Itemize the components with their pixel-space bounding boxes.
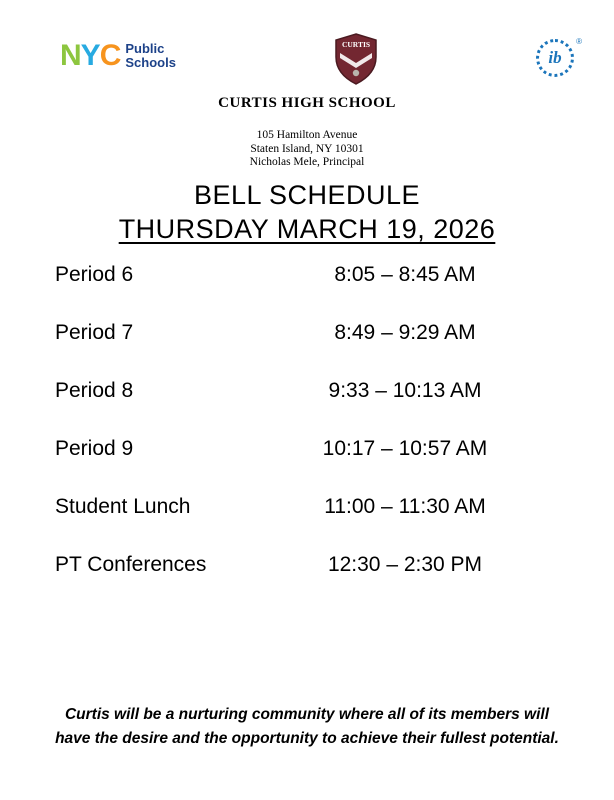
mission-statement: Curtis will be a nurturing community where all of its members will have the desire and the opportunity to achieve their fullest potential. — [55, 706, 559, 747]
period-label: PT Conferences — [55, 552, 207, 576]
address-line2: Staten Island, NY 10301 — [250, 142, 364, 155]
nyc-letter-n: N — [60, 39, 81, 72]
curtis-crest-logo — [333, 33, 379, 90]
school-address — [0, 129, 614, 170]
nyc-label-line2: Schools — [125, 55, 176, 70]
registered-trademark-icon: ® — [576, 37, 582, 46]
period-time: 8:49 – 9:29 AM — [334, 320, 476, 344]
schedule-row — [0, 491, 614, 522]
logo-row — [0, 0, 614, 85]
schedule-row — [0, 259, 614, 290]
nyc-public-schools-logo — [60, 41, 176, 71]
nyc-wordmark — [60, 41, 120, 71]
school-name: CURTIS HIGH SCHOOL — [218, 95, 396, 111]
ib-circle-icon — [536, 39, 574, 77]
period-time: 9:33 – 10:13 AM — [328, 378, 482, 402]
schedule-date: THURSDAY MARCH 19, 2026 — [118, 213, 496, 244]
bell-schedule-table — [0, 259, 614, 580]
address-line3: Nicholas Mele, Principal — [249, 156, 365, 168]
period-label: Period 7 — [55, 320, 134, 344]
period-label: Student Lunch — [55, 494, 191, 518]
ib-text: ib — [548, 48, 562, 67]
period-time: 11:00 – 11:30 AM — [324, 494, 486, 518]
nyc-letter-c: C — [99, 39, 121, 72]
period-time: 12:30 – 2:30 PM — [327, 552, 483, 576]
shield-icon — [333, 33, 379, 85]
period-label: Period 6 — [55, 262, 134, 286]
period-time: 8:05 – 8:45 AM — [334, 262, 476, 286]
nyc-public-schools-label — [125, 42, 176, 70]
address-line1: 105 Hamilton Avenue — [256, 129, 358, 141]
period-time: 10:17 – 10:57 AM — [322, 436, 488, 460]
page-title: BELL SCHEDULE — [193, 179, 421, 210]
schedule-row — [0, 549, 614, 580]
period-label: Period 9 — [55, 436, 134, 460]
schedule-row — [0, 433, 614, 464]
nyc-label-line1: Public — [125, 41, 165, 56]
nyc-letter-y: Y — [80, 39, 100, 72]
crest-school-name: CURTIS — [341, 40, 371, 49]
period-label: Period 8 — [55, 378, 134, 402]
schedule-row — [0, 375, 614, 406]
schedule-row — [0, 317, 614, 348]
ib-logo — [536, 37, 582, 81]
